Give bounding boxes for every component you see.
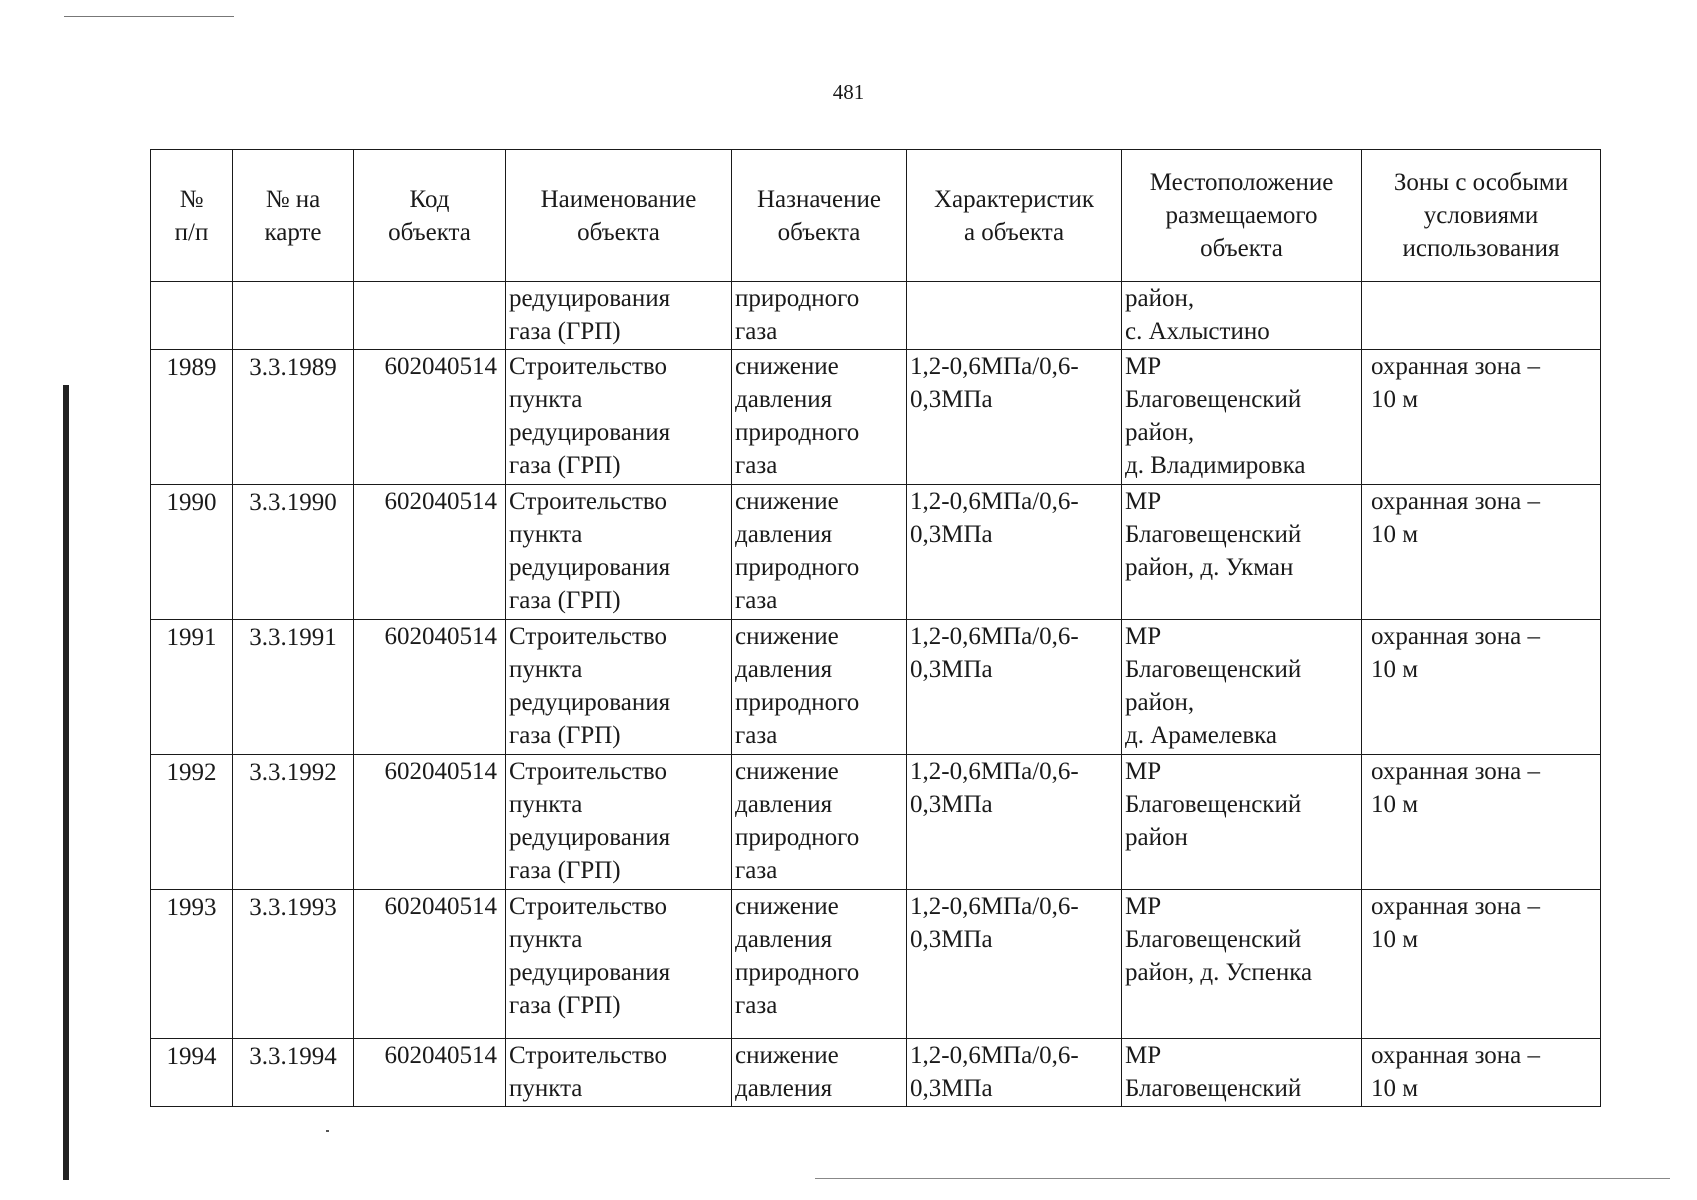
cell-map-no: 3.3.1990	[233, 485, 354, 620]
cell-num: 1993	[151, 890, 233, 1039]
cell-name: редуцирования газа (ГРП)	[506, 282, 732, 350]
header-cell-location: Местоположение размещаемого объекта	[1122, 150, 1362, 282]
cell-characteristic: 1,2-0,6МПа/0,6- 0,3МПа	[907, 890, 1122, 1039]
cell-purpose: снижение давления	[732, 1039, 907, 1107]
header-cell-zone: Зоны с особыми условиями использования	[1362, 150, 1601, 282]
cell-zone: охранная зона – 10 м	[1362, 620, 1601, 755]
cell-name: Строительство пункта редуцирования газа (ГРП)	[506, 890, 732, 1039]
header-cell-code: Код объекта	[354, 150, 506, 282]
cell-location: МР Благовещенский	[1122, 1039, 1362, 1107]
cell-zone: охранная зона – 10 м	[1362, 755, 1601, 890]
table-header-row	[151, 150, 1601, 282]
cell-characteristic: 1,2-0,6МПа/0,6- 0,3МПа	[907, 350, 1122, 485]
cell-name: Строительство пункта редуцирования газа (ГРП)	[506, 620, 732, 755]
cell-map-no: 3.3.1994	[233, 1039, 354, 1107]
cell-zone: охранная зона – 10 м	[1362, 485, 1601, 620]
table-row	[151, 890, 1601, 1039]
cell-purpose: снижение давления природного газа	[732, 485, 907, 620]
table-row	[151, 620, 1601, 755]
cell-zone: охранная зона – 10 м	[1362, 1039, 1601, 1107]
cell-characteristic: 1,2-0,6МПа/0,6- 0,3МПа	[907, 485, 1122, 620]
scan-artifact-speck	[326, 1130, 329, 1132]
cell-num: 1994	[151, 1039, 233, 1107]
cell-map-no: 3.3.1993	[233, 890, 354, 1039]
cell-zone	[1362, 282, 1601, 350]
cell-purpose: снижение давления природного газа	[732, 890, 907, 1039]
cell-location: МР Благовещенский район, д. Успенка	[1122, 890, 1362, 1039]
cell-characteristic: 1,2-0,6МПа/0,6- 0,3МПа	[907, 620, 1122, 755]
cell-purpose: снижение давления природного газа	[732, 350, 907, 485]
scan-artifact-line	[815, 1178, 1670, 1179]
cell-zone: охранная зона – 10 м	[1362, 890, 1601, 1039]
cell-location: МР Благовещенский район, д. Укман	[1122, 485, 1362, 620]
cell-location: МР Благовещенский район, д. Владимировка	[1122, 350, 1362, 485]
cell-num: 1991	[151, 620, 233, 755]
cell-name: Строительство пункта редуцирования газа (ГРП)	[506, 485, 732, 620]
cell-num: 1989	[151, 350, 233, 485]
cell-map-no: 3.3.1991	[233, 620, 354, 755]
header-cell-num: № п/п	[151, 150, 233, 282]
cell-characteristic: 1,2-0,6МПа/0,6- 0,3МПа	[907, 755, 1122, 890]
cell-code	[354, 282, 506, 350]
cell-map-no: 3.3.1992	[233, 755, 354, 890]
cell-num: 1992	[151, 755, 233, 890]
cell-purpose: снижение давления природного газа	[732, 755, 907, 890]
cell-location: МР Благовещенский район, д. Арамелевка	[1122, 620, 1362, 755]
cell-num	[151, 282, 233, 350]
header-cell-name: Наименование объекта	[506, 150, 732, 282]
cell-name: Строительство пункта	[506, 1039, 732, 1107]
cell-map-no	[233, 282, 354, 350]
table-row	[151, 1039, 1601, 1107]
header-cell-purpose: Назначение объекта	[732, 150, 907, 282]
table-row	[151, 485, 1601, 620]
objects-table	[150, 149, 1601, 1107]
cell-num: 1990	[151, 485, 233, 620]
table-row-continuation	[151, 282, 1601, 350]
cell-name: Строительство пункта редуцирования газа (ГРП)	[506, 755, 732, 890]
header-cell-characteristic: Характеристик а объекта	[907, 150, 1122, 282]
cell-code: 602040514	[354, 755, 506, 890]
cell-code: 602040514	[354, 1039, 506, 1107]
cell-code: 602040514	[354, 620, 506, 755]
cell-location: район, с. Ахлыстино	[1122, 282, 1362, 350]
table-row	[151, 755, 1601, 890]
cell-purpose: природного газа	[732, 282, 907, 350]
table-row	[151, 350, 1601, 485]
cell-name: Строительство пункта редуцирования газа (ГРП)	[506, 350, 732, 485]
cell-zone: охранная зона – 10 м	[1362, 350, 1601, 485]
page-number: 481	[832, 80, 865, 104]
cell-map-no: 3.3.1989	[233, 350, 354, 485]
cell-location: МР Благовещенский район	[1122, 755, 1362, 890]
scan-artifact-line	[64, 16, 234, 17]
cell-characteristic: 1,2-0,6МПа/0,6- 0,3МПа	[907, 1039, 1122, 1107]
scan-artifact-edge	[63, 385, 69, 1180]
cell-code: 602040514	[354, 350, 506, 485]
cell-purpose: снижение давления природного газа	[732, 620, 907, 755]
cell-characteristic	[907, 282, 1122, 350]
cell-code: 602040514	[354, 890, 506, 1039]
cell-code: 602040514	[354, 485, 506, 620]
header-cell-map-no: № на карте	[233, 150, 354, 282]
